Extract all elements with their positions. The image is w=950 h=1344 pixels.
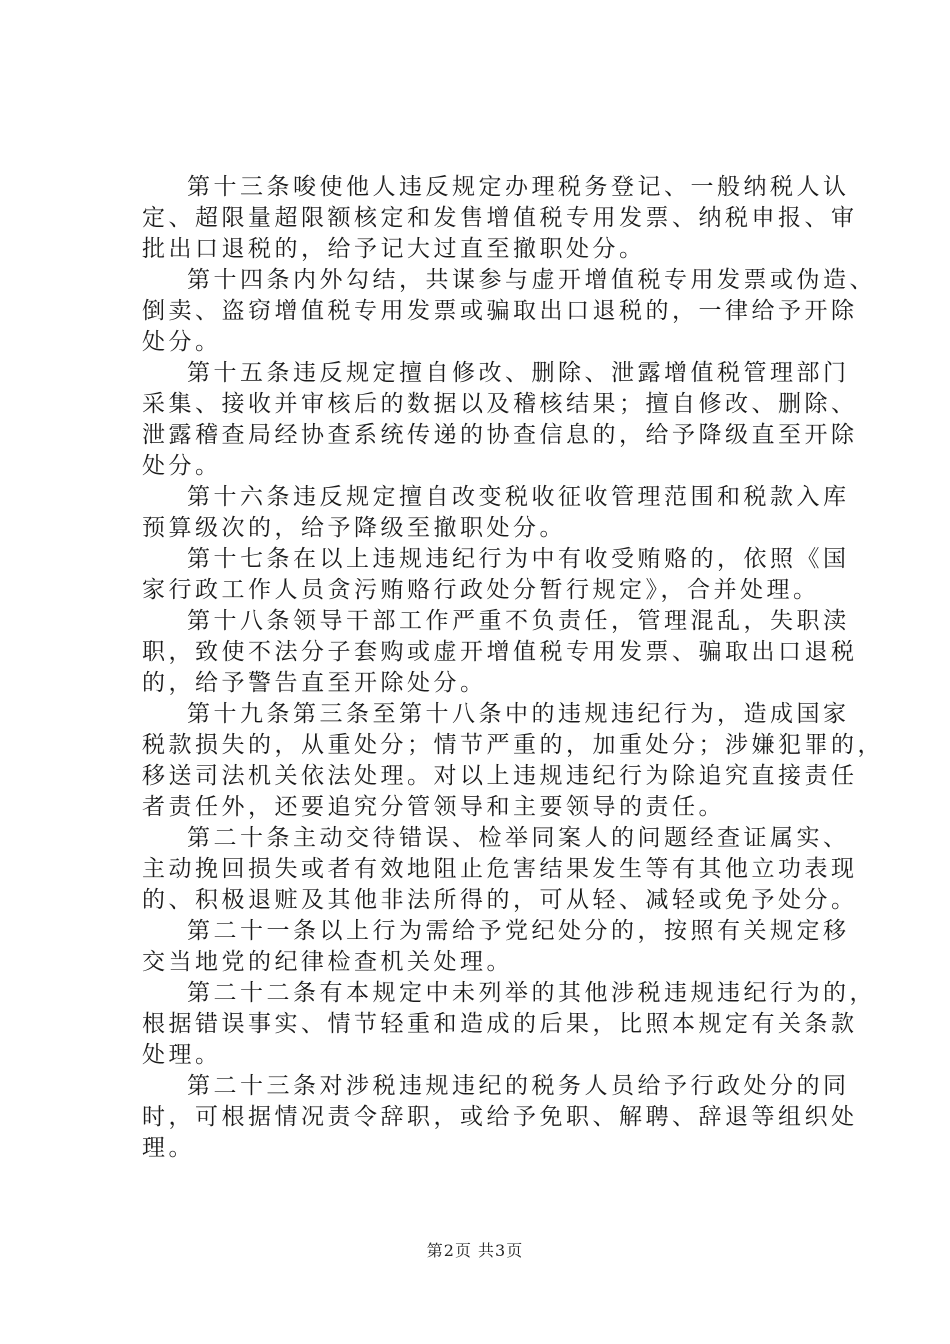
text-line: 根据错误事实、情节轻重和造成的后果，比照本规定有关条款 <box>142 1011 858 1037</box>
text-line: 家行政工作人员贪污贿赂行政处分暂行规定》，合并处理。 <box>142 577 820 603</box>
text-line: 主动挽回损失或者有效地阻止危害结果发生等有其他立功表现 <box>142 856 858 882</box>
text-line: 批出口退税的，给予记大过直至撤职处分。 <box>142 236 646 262</box>
text-line: 倒卖、盗窃增值税专用发票或骗取出口退税的，一律给予开除 <box>142 298 858 324</box>
document-body <box>142 172 884 1164</box>
text-line: 理。 <box>142 1135 195 1161</box>
text-line: 时，可根据情况责令辞职，或给予免职、解聘、辞退等组织处 <box>142 1104 858 1130</box>
text-line: 者责任外，还要追究分管领导和主要领导的责任。 <box>142 794 725 820</box>
text-line: 税款损失的，从重处分；情节严重的，加重处分；涉嫌犯罪的， <box>142 732 884 758</box>
text-line: 第二十条主动交待错误、检举同案人的问题经查证属实、 <box>187 825 850 851</box>
text-line: 第二十三条对涉税违规违纪的税务人员给予行政处分的同 <box>187 1073 850 1099</box>
text-line: 处分。 <box>142 329 222 355</box>
text-line: 职，致使不法分子套购或虚开增值税专用发票、骗取出口退税 <box>142 639 858 665</box>
text-line: 定、超限量超限额核定和发售增值税专用发票、纳税申报、审 <box>142 205 858 231</box>
text-line: 第十六条违反规定擅自改变税收征收管理范围和税款入库 <box>187 484 850 510</box>
text-line: 交当地党的纪律检查机关处理。 <box>142 949 513 975</box>
text-line: 第十四条内外勾结，共谋参与虚开增值税专用发票或伪造、 <box>187 267 876 293</box>
text-line: 第十五条违反规定擅自修改、删除、泄露增值税管理部门 <box>187 360 850 386</box>
page-footer: 第2页 共3页 <box>426 1241 524 1260</box>
text-line: 第二十二条有本规定中未列举的其他涉税违规违纪行为的， <box>187 980 876 1006</box>
text-line: 第十八条领导干部工作严重不负责任，管理混乱，失职渎 <box>187 608 850 634</box>
text-line: 采集、接收并审核后的数据以及稽核结果；擅自修改、删除、 <box>142 391 858 417</box>
text-line: 第二十一条以上行为需给予党纪处分的，按照有关规定移 <box>187 918 850 944</box>
text-line: 处理。 <box>142 1042 222 1068</box>
text-line: 第十九条第三条至第十八条中的违规违纪行为，造成国家 <box>187 701 850 727</box>
text-line: 的、积极退赃及其他非法所得的，可从轻、减轻或免予处分。 <box>142 887 858 913</box>
text-line: 的，给予警告直至开除处分。 <box>142 670 487 696</box>
text-line: 处分。 <box>142 453 222 479</box>
text-line: 移送司法机关依法处理。对以上违规违纪行为除追究直接责任 <box>142 763 858 789</box>
text-line: 第十七条在以上违规违纪行为中有收受贿赂的，依照《国 <box>187 546 850 572</box>
text-line: 预算级次的，给予降级至撤职处分。 <box>142 515 566 541</box>
text-line: 泄露稽查局经协查系统传递的协查信息的，给予降级直至开除 <box>142 422 858 448</box>
text-line: 第十三条唆使他人违反规定办理税务登记、一般纳税人认 <box>187 174 850 200</box>
